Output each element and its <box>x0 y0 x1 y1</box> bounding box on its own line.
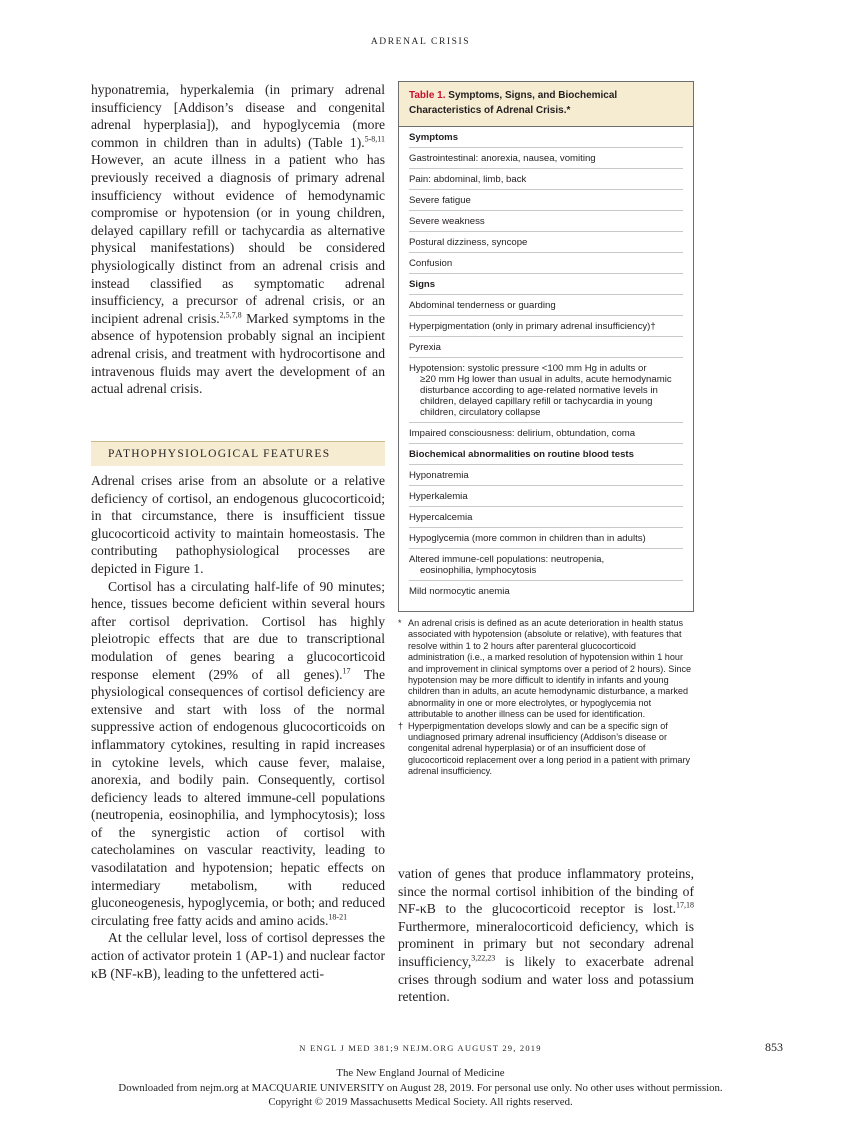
table-section-heading: Symptoms <box>409 127 683 148</box>
table-row: Abdominal tenderness or guarding <box>409 295 683 316</box>
page-number: 853 <box>765 1040 783 1054</box>
table-row: Severe weakness <box>409 211 683 232</box>
table-row: Hyponatremia <box>409 465 683 486</box>
left-column-text-2 <box>91 472 385 982</box>
running-head: ADRENAL CRISIS <box>370 37 471 47</box>
table-row: Altered immune-cell populations: neutropenia, eosinophilia, lymphocytosis <box>409 549 683 581</box>
paragraph-right: vation of genes that produce inflammatory proteins, since the normal cortisol inhibition of the binding of NF-κB to the glucocorticoid receptor is lost.$^{17,18}$ Furthermore, mineralocorticoid deficiency, which is prominent in primary but not secondary adrenal insufficiency,$^{3,22,23}$ is likely to exacerbate adrenal crises through sodium and water loss and potassium retention. <box>398 866 694 1005</box>
copyright-line: Copyright © 2019 Massachusetts Medical Society. All rights reserved. <box>268 1096 573 1108</box>
paragraph-intro: hyponatremia, hyperkalemia (in primary adrenal insufficiency [Addison’s disease and congenital adrenal hyperplasia]), and hypoglycemia (more common in children than in adults) (Table 1).$^{5-8,11}$ However, an acute illness in a patient who has previously received a diagnosis of primary adrenal insufficiency without evidence of hemodynamic compromise or hypotension (or in young children, delayed capillary refill or tachycardia as alternative physical manifestations) should be considered physiologically distinct from an adrenal crisis and instead classified as symptomatic adrenal insufficiency, a precursor of adrenal crisis, or an incipient adrenal crisis.$^{2,5,7,8}$ Marked symptoms in the absence of hypotension probably signal an incipient adrenal crisis, and treatment with hydrocortisone and intravenous fluids may avert the development of an actual adrenal crisis. <box>91 82 385 397</box>
table-body <box>399 127 693 601</box>
table-row: Hypoglycemia (more common in children than in adults) <box>409 528 683 549</box>
table-row: Impaired consciousness: delirium, obtundation, coma <box>409 423 683 444</box>
table-row: Hyperpigmentation (only in primary adrenal insufficiency)† <box>409 316 683 337</box>
paragraph-pathophysiology-2: Cortisol has a circulating half-life of 90 minutes; hence, tissues become deficient within several hours after cortisol deprivation. Cortisol has highly pleiotropic effects that are due to transcriptional modulation of genes bearing a glucocorticoid response element (29% of all genes).$^{17}$ The physiological consequences of cortisol deficiency are extensive and start with loss of the normal suppressive action of endogenous glucocorticoids on inflammatory cytokines, resulting in rapid increases in cytokine levels, which cause fever, malaise, anorexia, and bodily pain. Consequently, cortisol deficiency leads to altered immune-cell populations (neutropenia, eosinophilia, and lymphocytosis); loss of the synergistic action of cortisol with catecholamines on vascular reactivity, leading to vasodilatation and hypotension; hepatic effects on intermediary metabolism, with reduced gluconeogenesis, hypoglycemia, or both; and reduced circulating free fatty acids and amino acids.$^{18-21}$ <box>91 578 385 928</box>
table-row: Hyperkalemia <box>409 486 683 507</box>
footnote: * An adrenal crisis is defined as an acute deterioration in health status associated with hypotension (absolute or relative), with features that resolve within 1 to 2 hours after parenteral glucocorticoid administration (i.e., a marked resolution of hypotension within 1 hour and improvement in clinical symptoms over a period of 2 hours). Since hypotension may be more difficult to identify in infants and young children than in adults, an acute hemodynamic disturbance, a marked abnormality in one or more electrolytes, or hypoglycemia not attributable to another illness can be used for identification. <box>398 618 692 720</box>
download-line: Downloaded from nejm.org at MACQUARIE UNIVERSITY on August 28, 2019. For personal use only. No other uses without permission. <box>118 1081 723 1094</box>
download-notice <box>0 1066 841 1110</box>
table-row: Severe fatigue <box>409 190 683 211</box>
table-row: Confusion <box>409 253 683 274</box>
table-title: Table 1. Symptoms, Signs, and Biochemical Characteristics of Adrenal Crisis.* <box>399 82 693 127</box>
right-column-text <box>398 865 694 1006</box>
table-row: Hypotension: systolic pressure <100 mm Hg in adults or ≥20 mm Hg lower than usual in adults, acute hemodynamic disturbance according to age-related normative levels in children, delayed capillary refill or tachycardia in young children, circulatory collapse <box>409 358 683 423</box>
table-row: Postural dizziness, syncope <box>409 232 683 253</box>
table-row: Pyrexia <box>409 337 683 358</box>
paragraph-pathophysiology-1: Adrenal crises arise from an absolute or a relative deficiency of cortisol, an endogenous glucocorticoid; in that circumstance, there is insufficient tissue glucocorticoid activity to maintain homeostasis. The contributing pathophysiological processes are depicted in Figure 1. <box>91 473 385 576</box>
table-1 <box>398 81 694 612</box>
table-row: Mild normocytic anemia <box>409 586 510 597</box>
table-section-heading: Biochemical abnormalities on routine blood tests <box>409 444 683 465</box>
section-heading: PATHOPHYSIOLOGICAL FEATURES <box>91 441 385 466</box>
table-row: Gastrointestinal: anorexia, nausea, vomiting <box>409 148 683 169</box>
table-row: Hypercalcemia <box>409 507 683 528</box>
journal-name: The New England Journal of Medicine <box>336 1067 505 1079</box>
left-column-text <box>91 81 385 398</box>
footnote: † Hyperpigmentation develops slowly and can be a specific sign of undiagnosed primary adrenal insufficiency (Addison’s disease or congenital adrenal hyperplasia) or of an insufficient dose of glucocorticoid replacement over a long period in a patient with primary adrenal insufficiency. <box>398 720 691 777</box>
footer-citation: N ENGL J MED 381;9 NEJM.ORG AUGUST 29, 2019 <box>299 1043 542 1053</box>
paragraph-pathophysiology-3: At the cellular level, loss of cortisol depresses the action of activator protein 1 (AP-1) and nuclear factor κB (NF-κB), leading to the unfettered acti- <box>91 930 385 981</box>
table-section-heading: Signs <box>409 274 683 295</box>
table-footnotes <box>398 618 694 778</box>
table-row: Pain: abdominal, limb, back <box>409 169 683 190</box>
